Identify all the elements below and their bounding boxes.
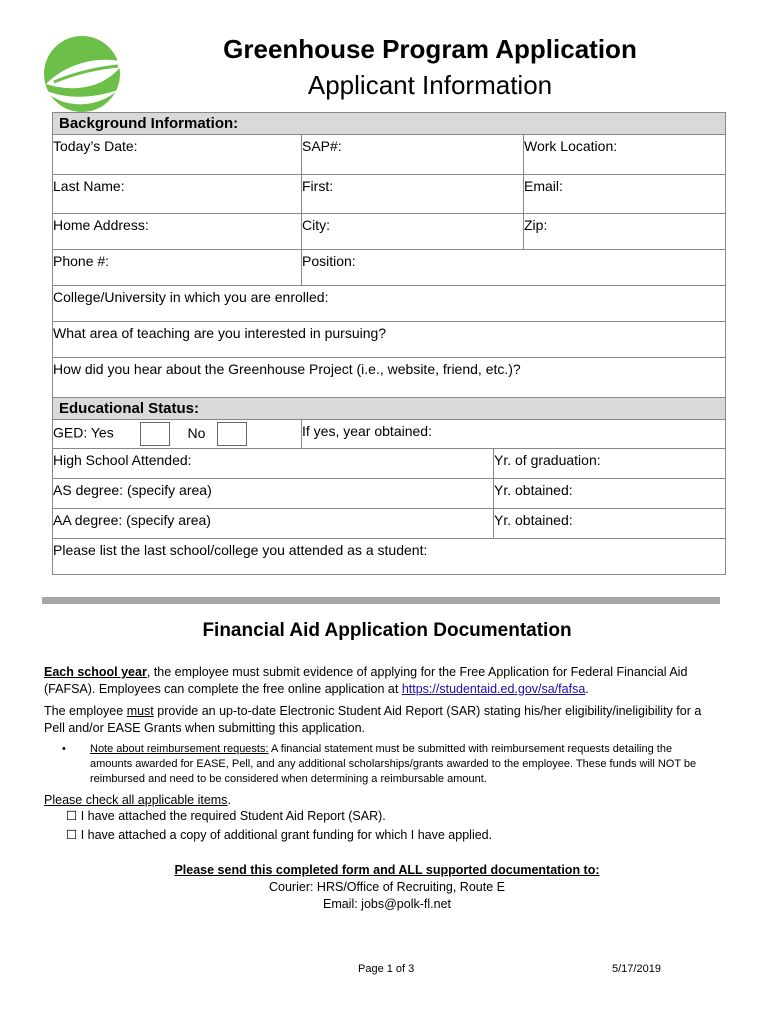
sar-paragraph: The employee must provide an up-to-date Electronic Student Aid Report (SAR) stating his/her eligibility/ineligibility for a Pell and/or EASE Grants when submitting this application. [44, 704, 702, 735]
ged-year-field[interactable]: If yes, year obtained: [301, 420, 725, 448]
todays-date-field[interactable]: Today’s Date: [53, 138, 138, 154]
applicant-form [52, 112, 726, 575]
aa-degree-field[interactable]: AA degree: (specify area) [53, 512, 211, 528]
form-row-ged [52, 420, 726, 449]
financial-aid-title: Financial Aid Application Documentation [202, 620, 572, 641]
page-title: Greenhouse Program Application [223, 34, 637, 64]
ged-yes-label: GED: Yes [53, 424, 114, 441]
fafsa-paragraph: Each school year, the employee must submit evidence of applying for the Free Application for Federal Financial Aid (FAFSA). Employees can complete the free online application at https://studentaid.ed.gov/sa/fafsa. [44, 665, 688, 696]
form-row-address [52, 214, 726, 250]
form-row-aa [52, 509, 726, 539]
page-subtitle: Applicant Information [307, 70, 553, 100]
how-heard-field[interactable]: How did you hear about the Greenhouse Project (i.e., website, friend, etc.)? [53, 361, 521, 377]
email-field[interactable]: Email: [523, 175, 725, 213]
checklist-item-grant[interactable]: ☐ I have attached a copy of additional grant funding for which I have applied. [66, 828, 493, 842]
last-name-field[interactable]: Last Name: [53, 178, 125, 194]
zip-field[interactable]: Zip: [523, 214, 725, 249]
ged-yes-checkbox[interactable] [140, 422, 170, 446]
high-school-field[interactable]: High School Attended: [53, 452, 192, 468]
form-row-date [52, 135, 726, 175]
ged-no-label: No [187, 424, 206, 441]
form-row-college [52, 286, 726, 322]
home-address-field[interactable]: Home Address: [53, 217, 149, 233]
last-school-field[interactable]: Please list the last school/college you attended as a student: [53, 542, 428, 558]
each-school-year-text: Each school year [44, 665, 147, 679]
city-field[interactable]: City: [301, 214, 523, 249]
form-row-hear [52, 358, 726, 398]
courier-text: Courier: HRS/Office of Recruiting, Route E [269, 880, 505, 894]
form-row-highschool [52, 449, 726, 479]
form-row-name [52, 175, 726, 214]
ged-no-checkbox[interactable] [217, 422, 247, 446]
ged-group [53, 420, 301, 448]
college-field[interactable]: College/University in which you are enrolled: [53, 289, 329, 305]
phone-field[interactable]: Phone #: [53, 253, 110, 269]
form-row-last-school [52, 539, 726, 575]
as-degree-field[interactable]: AS degree: (specify area) [53, 482, 212, 498]
education-heading: Educational Status: [52, 398, 726, 420]
section-divider [42, 597, 720, 604]
background-heading: Background Information: [52, 112, 726, 135]
as-year-field[interactable]: Yr. obtained: [493, 479, 725, 508]
checkbox-icon[interactable]: ☐ [66, 809, 78, 823]
fafsa-link[interactable]: https://studentaid.ed.gov/sa/fafsa [401, 682, 586, 696]
footer-date: 5/17/2019 [612, 963, 661, 975]
first-name-field[interactable]: First: [301, 175, 523, 213]
teaching-area-field[interactable]: What area of teaching are you interested in pursuing? [53, 325, 387, 341]
sap-field[interactable]: SAP#: [301, 135, 523, 174]
work-location-field[interactable]: Work Location: [523, 135, 725, 174]
form-row-phone [52, 250, 726, 286]
checklist-item-sar[interactable]: ☐ I have attached the required Student Aid Report (SAR). [66, 809, 386, 823]
bullet-icon: • [62, 743, 66, 755]
email-text: Email: jobs@polk-fl.net [322, 897, 451, 911]
page-number: Page 1 of 3 [358, 963, 415, 975]
aa-year-field[interactable]: Yr. obtained: [493, 509, 725, 538]
must-text: must [126, 704, 154, 718]
check-heading: Please check all applicable items. [44, 793, 231, 807]
checkbox-icon[interactable]: ☐ [66, 828, 78, 842]
leaf-logo-icon [38, 34, 126, 114]
form-row-teaching [52, 322, 726, 358]
position-field[interactable]: Position: [301, 250, 725, 285]
send-heading: Please send this completed form and ALL supported documentation to: [174, 863, 600, 877]
form-row-as [52, 479, 726, 509]
reimbursement-note: • Note about reimbursement requests: A financial statement must be submitted with reimbursement requests detailing the amounts awarded for EASE, Pell, and any additional scholarships/grants awarded to the employee. These funds will NOT be reimbursed and need to be considered when determining a reimbursable amount. [62, 743, 697, 785]
graduation-year-field[interactable]: Yr. of graduation: [493, 449, 725, 478]
